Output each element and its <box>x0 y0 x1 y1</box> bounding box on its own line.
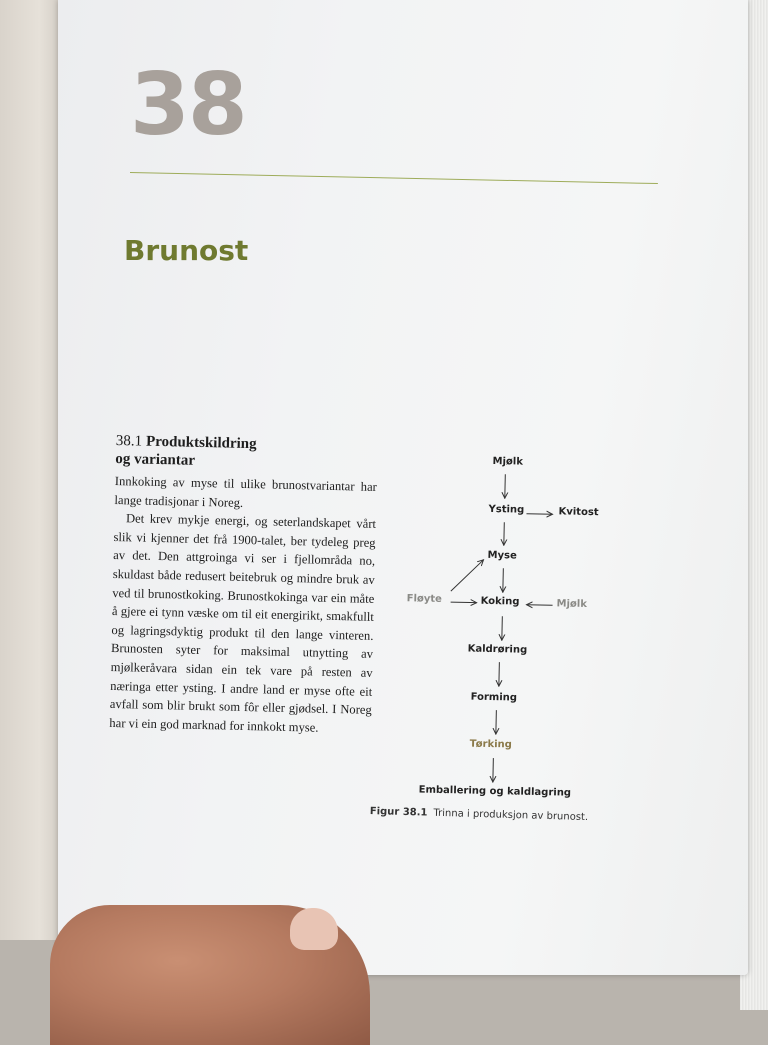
section-heading-line2: og variantar <box>115 451 195 469</box>
flow-arrows <box>390 440 638 825</box>
paragraph-2: Det krev mykje energi, og seterlandskapet vårt slik vi kjenner det frå 1900-talet, ber tydeleg preg av det. Den attgroinga vi ser i fjellområda no, skuldast både redusert beitebruk og mindre bruk av ved til brunostkoking. Brunostkokinga var ein måte å gjere ei tynn væske om til eit energirikt, smakfullt og lagringsdyktig produkt til den lange vinteren. Brunosten syter for maksimal utnytting av mjølkeråvara sidan ein tek vare på resten av næringa etter ysting. I andre land er myse ofte eit avfall som blir brukt som fôr eller gjødsel. I Noreg har vi ein god marknad for innkokt myse. <box>109 509 376 738</box>
node-ysting: Ysting <box>488 504 524 516</box>
paragraph-1: Innkoking av myse til ulike brunostvariantar har lange tradisjonar i Noreg. <box>114 472 377 515</box>
chapter-number: 38 <box>130 55 246 155</box>
arrow-myse-koking <box>503 568 504 592</box>
figure-caption-label: Figur 38.1 <box>370 806 428 819</box>
section-38-1 <box>109 432 378 738</box>
section-heading <box>115 432 378 474</box>
node-myse: Myse <box>487 550 516 562</box>
thumbnail <box>290 908 338 950</box>
arrow-kaldroring-forming <box>499 662 500 686</box>
arrow-forming-torking <box>496 710 497 734</box>
node-kaldroring: Kaldrøring <box>468 644 528 656</box>
node-kvitost: Kvitost <box>558 506 598 518</box>
node-mjolk-right: Mjølk <box>556 598 587 610</box>
node-koking: Koking <box>481 596 520 608</box>
arrow-mjolk-koking <box>527 605 553 606</box>
node-mjolk-top: Mjølk <box>492 456 523 468</box>
facing-page <box>0 0 66 940</box>
arrow-koking-kaldroring <box>502 616 503 640</box>
node-floyte: Fløyte <box>407 593 442 605</box>
section-number: 38.1 <box>116 433 143 450</box>
figure-caption-text: Trinna i produksjon av brunost. <box>433 808 588 823</box>
node-forming: Forming <box>471 692 518 704</box>
chapter-title: Brunost <box>124 234 248 267</box>
production-flow-diagram <box>389 440 638 865</box>
arrow-torking-emballering <box>493 758 494 782</box>
arrow-floyte-myse <box>451 559 484 592</box>
node-torking: Tørking <box>470 739 512 751</box>
arrow-floyte-koking <box>451 602 477 603</box>
node-emballering: Emballering og kaldlagring <box>419 785 572 799</box>
section-heading-line1: Produktskildring <box>146 434 257 453</box>
arrow-ysting-kvitost <box>526 514 552 515</box>
arrow-mjolk-ysting <box>505 474 506 498</box>
